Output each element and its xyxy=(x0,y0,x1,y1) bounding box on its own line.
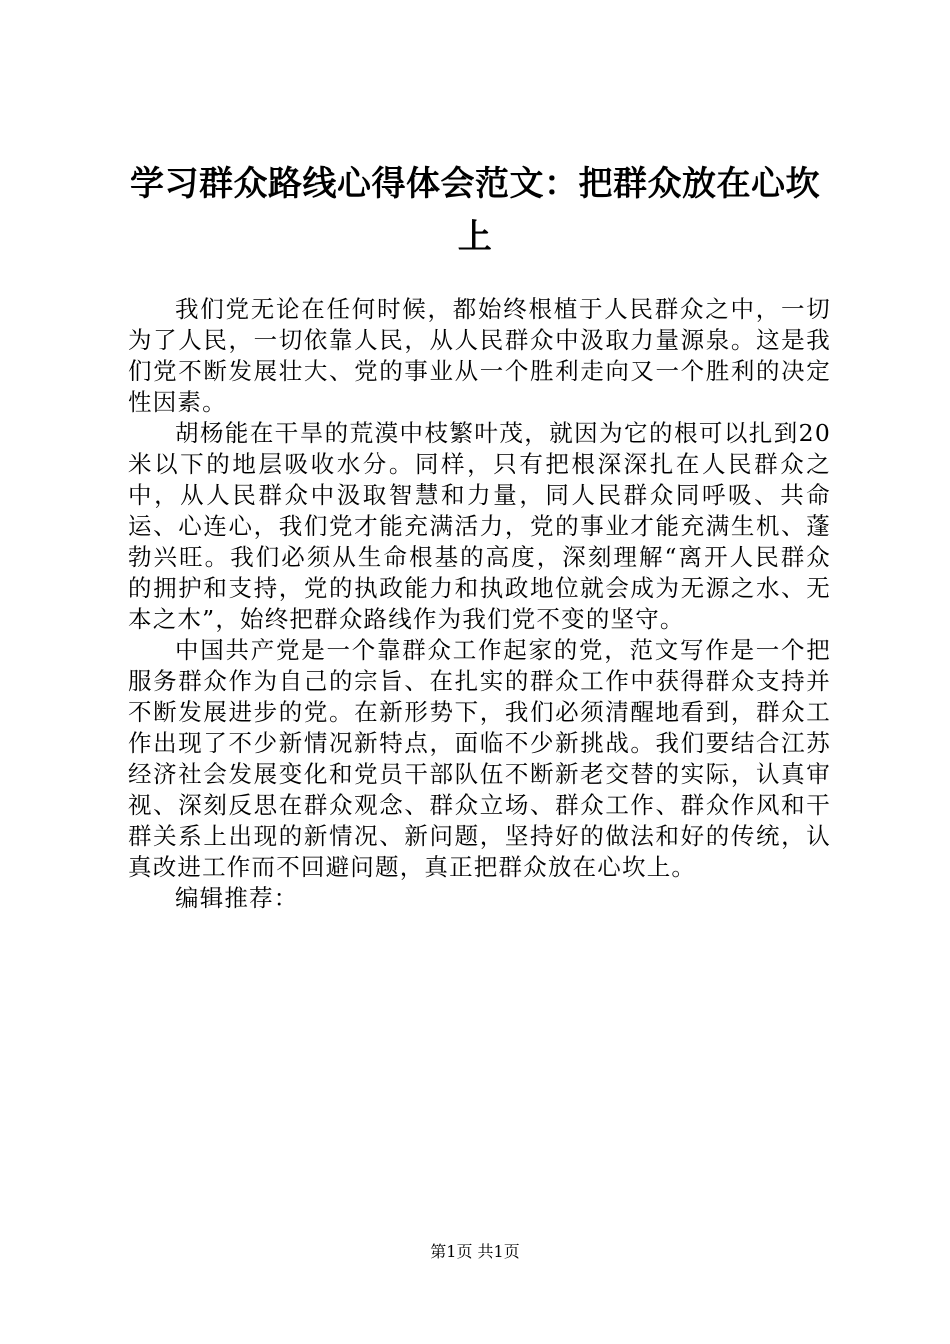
paragraph: 胡杨能在干旱的荒漠中枝繁叶茂，就因为它的根可以扎到20米以下的地层吸收水分。同样，只有把根深深扎在人民群众之中，从人民群众中汲取智慧和力量，同人民群众同呼吸、共命运、心连心，我们党才能充满活力，党的事业才能充满生机、蓬勃兴旺。我们必须从生命根基的高度，深刻理解“离开人民群众的拥护和支持，党的执政能力和执政地位就会成为无源之水、无本之木”，始终把群众路线作为我们党不变的坚守。 xyxy=(128,419,831,633)
paragraph: 我们党无论在任何时候，都始终根植于人民群众之中，一切为了人民，一切依靠人民，从人民群众中汲取力量源泉。这是我们党不断发展壮大、党的事业从一个胜利走向又一个胜利的决定性因素。 xyxy=(128,295,831,416)
document-body xyxy=(128,294,831,914)
paragraph: 中国共产党是一个靠群众工作起家的党，范文写作是一个把服务群众作为自己的宗旨、在扎实的群众工作中获得群众支持并不断发展进步的党。在新形势下，我们必须清醒地看到，群众工作出现了不少新情况新特点，面临不少新挑战。我们要结合江苏经济社会发展变化和党员干部队伍不断新老交替的实际，认真审视、深刻反思在群众观念、群众立场、群众工作、群众作风和干群关系上出现的新情况、新问题，坚持好的做法和好的传统，认真改进工作而不回避问题，真正把群众放在心坎上。 xyxy=(128,636,831,881)
document-title: 学习群众路线心得体会范文：把群众放在心坎上 xyxy=(130,164,820,257)
page-footer: 第1页 共1页 xyxy=(430,1242,520,1261)
editor-recommendation: 编辑推荐： xyxy=(175,884,299,912)
